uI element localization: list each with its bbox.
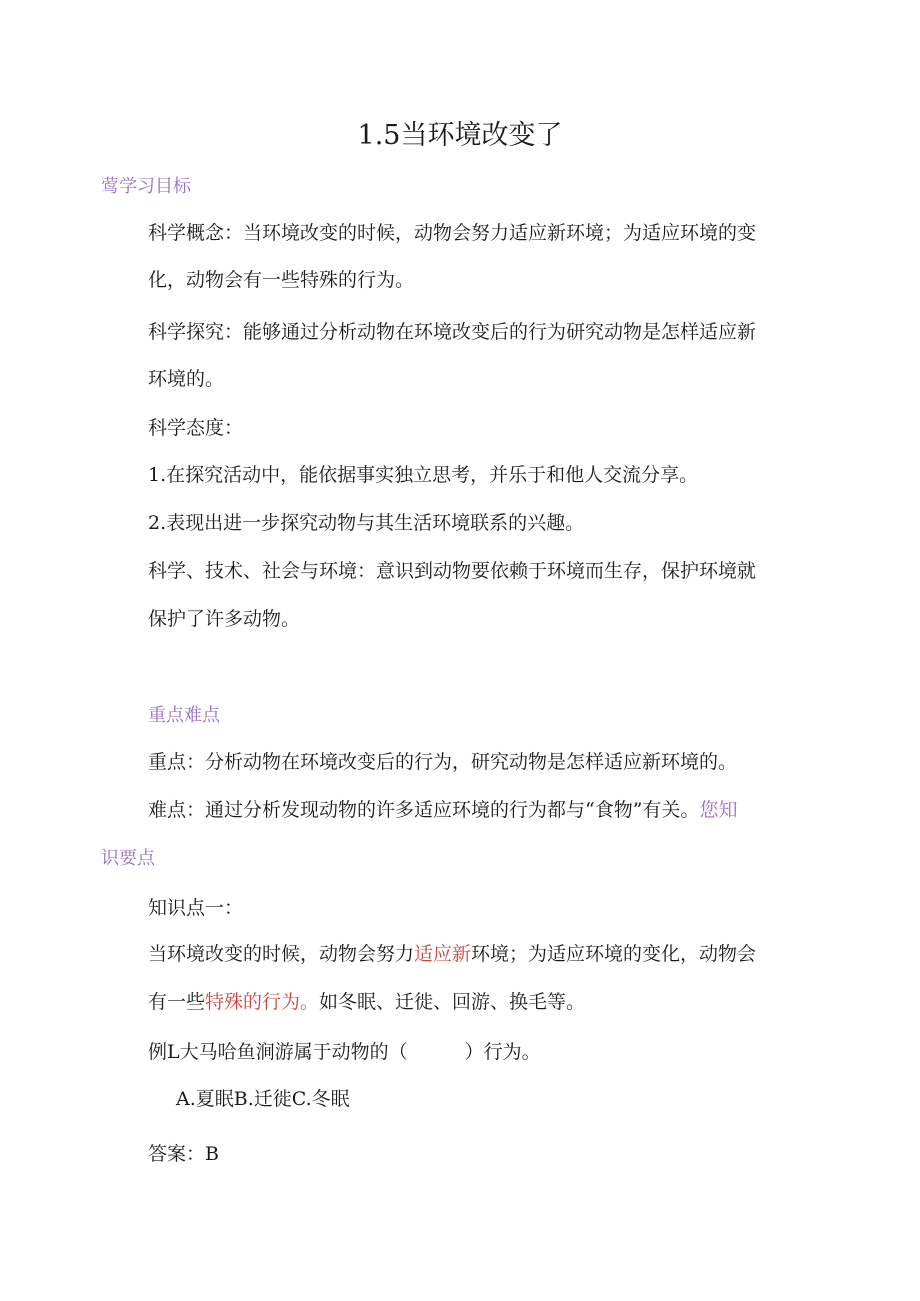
- example-question: 例L大马哈鱼涧游属于动物的（ ）行为。: [148, 1041, 541, 1063]
- stse-line-2: 保护了许多动物。: [148, 608, 301, 630]
- knowledge-line-1-highlight: 适应新: [414, 943, 472, 965]
- knowledge-line-1-a: 当环境改变的时候，动物会努力: [148, 943, 415, 965]
- learning-goals-heading: 莺学习目标: [101, 176, 191, 197]
- science-explore-line-2: 环境的。: [148, 368, 225, 390]
- science-concept-line-2: 化，动物会有一些特殊的行为。: [148, 269, 415, 291]
- knowledge-line-2-highlight: 特殊的行为。: [205, 991, 320, 1013]
- science-explore-line-1: 科学探究：能够通过分析动物在环境改变后的行为研究动物是怎样适应新: [148, 321, 757, 343]
- knowledge-line-2: [148, 989, 585, 1015]
- knowledge-line-2-b: 如冬眠、迁徙、回游、换毛等。: [319, 991, 586, 1013]
- knowledge-line-2-a: 有一些: [148, 991, 206, 1013]
- knowledge-heading-part-1: 您知: [699, 799, 738, 821]
- science-attitude-label: 科学态度：: [148, 417, 244, 439]
- example-answer: 答案：B: [148, 1143, 219, 1165]
- attitude-item-1: 1.在探究活动中，能依据事实独立思考，并乐于和他人交流分享。: [148, 464, 699, 486]
- science-concept-line-1: 科学概念：当环境改变的时候，动物会努力适应新环境；为适应环境的变: [148, 222, 757, 244]
- knowledge-line-1: [148, 941, 756, 967]
- knowledge-heading-part-2: 识要点: [101, 848, 155, 869]
- stse-line-1: 科学、技术、社会与环境：意识到动物要依赖于环境而生存，保护环境就: [148, 560, 757, 582]
- difficult-point-line: [148, 797, 737, 823]
- difficult-point-text: 难点：通过分析发现动物的许多适应环境的行为都与“食物”有关。: [148, 799, 700, 821]
- attitude-item-2: 2.表现出进一步探究动物与其生活环境联系的兴趣。: [148, 512, 585, 534]
- example-options: A.夏眠B.迁徙C.冬眠: [176, 1088, 350, 1110]
- key-point-text: 重点：分析动物在环境改变后的行为，研究动物是怎样适应新环境的。: [148, 751, 738, 773]
- knowledge-line-1-b: 环境；为适应环境的变化，动物会: [471, 943, 757, 965]
- key-points-heading: 重点难点: [148, 705, 220, 726]
- page-title: 1.5当环境改变了: [357, 120, 563, 151]
- knowledge-point-1-label: 知识点一：: [148, 897, 244, 919]
